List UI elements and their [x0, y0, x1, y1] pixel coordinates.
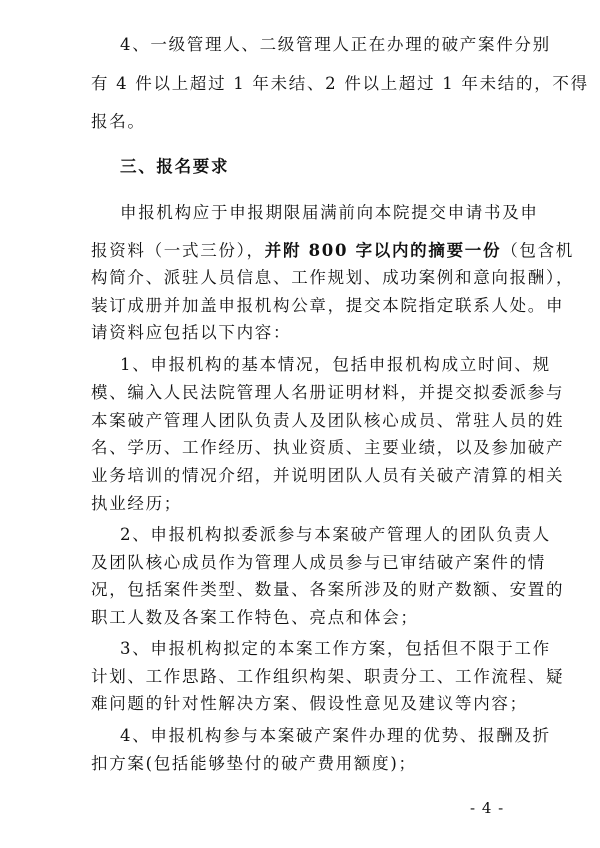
paragraph-line: 模、编入人民法院管理人名册证明材料，并提交拟委派参与: [91, 383, 565, 402]
paragraph-line: 报名。: [91, 112, 146, 131]
paragraph-line: 申报机构应于申报期限届满前向本院提交申请书及申: [120, 203, 539, 222]
paragraph-line: 1、申报机构的基本情况，包括申报机构成立时间、规: [120, 355, 551, 374]
paragraph-line: 4、申报机构参与本案破产案件办理的优势、报酬及折: [120, 726, 551, 745]
paragraph-line: 本案破产管理人团队负责人及团队核心成员、常驻人员的姓: [91, 411, 565, 430]
paragraph-line: 况，包括案件类型、数量、各案所涉及的财产数额、安置的: [91, 580, 565, 599]
paragraph-line: 职工人数及各案工作特色、亮点和体会；: [91, 608, 419, 627]
emphasis-text: 并附 800 字以内的摘要一份: [264, 241, 502, 260]
paragraph-line: 业务培训的情况介绍，并说明团队人员有关破产清算的相关: [91, 466, 565, 485]
text-run: 报资料（一式三份），: [91, 241, 265, 260]
paragraph-line: 装订成册并加盖申报机构公章，提交本院指定联系人处。申: [91, 296, 565, 315]
paragraph-line: 名、学历、工作经历、执业资质、主要业绩，以及参加破产: [91, 438, 565, 457]
paragraph-line: 计划、工作思路、工作组织构架、职责分工、工作流程、疑: [91, 667, 565, 686]
section-heading: 三、报名要求: [120, 157, 230, 176]
paragraph-line: 3、申报机构拟定的本案工作方案，包括但不限于工作: [120, 639, 551, 658]
paragraph-line: [91, 241, 574, 261]
paragraph-line: 2、申报机构拟委派参与本案破产管理人的团队负责人: [120, 525, 551, 544]
text-run: （包含机: [501, 241, 574, 260]
page-number: - 4 -: [470, 799, 505, 817]
paragraph-line: 4、一级管理人、二级管理人正在办理的破产案件分别: [120, 35, 551, 54]
paragraph-line: 难问题的针对性解决方案、假设性意见及建议等内容；: [91, 694, 528, 713]
paragraph-line: 扣方案(包括能够垫付的破产费用额度)；: [91, 754, 417, 773]
paragraph-line: 请资料应包括以下内容：: [91, 323, 292, 342]
paragraph-line: 执业经历；: [91, 494, 182, 513]
paragraph-line: 及团队核心成员作为管理人成员参与已审结破产案件的情: [91, 553, 546, 572]
paragraph-line: 构简介、派驻人员信息、工作规划、成功案例和意向报酬），: [91, 268, 575, 287]
paragraph-line: 有 4 件以上超过 1 年未结、2 件以上超过 1 年未结的，不得: [91, 74, 589, 93]
